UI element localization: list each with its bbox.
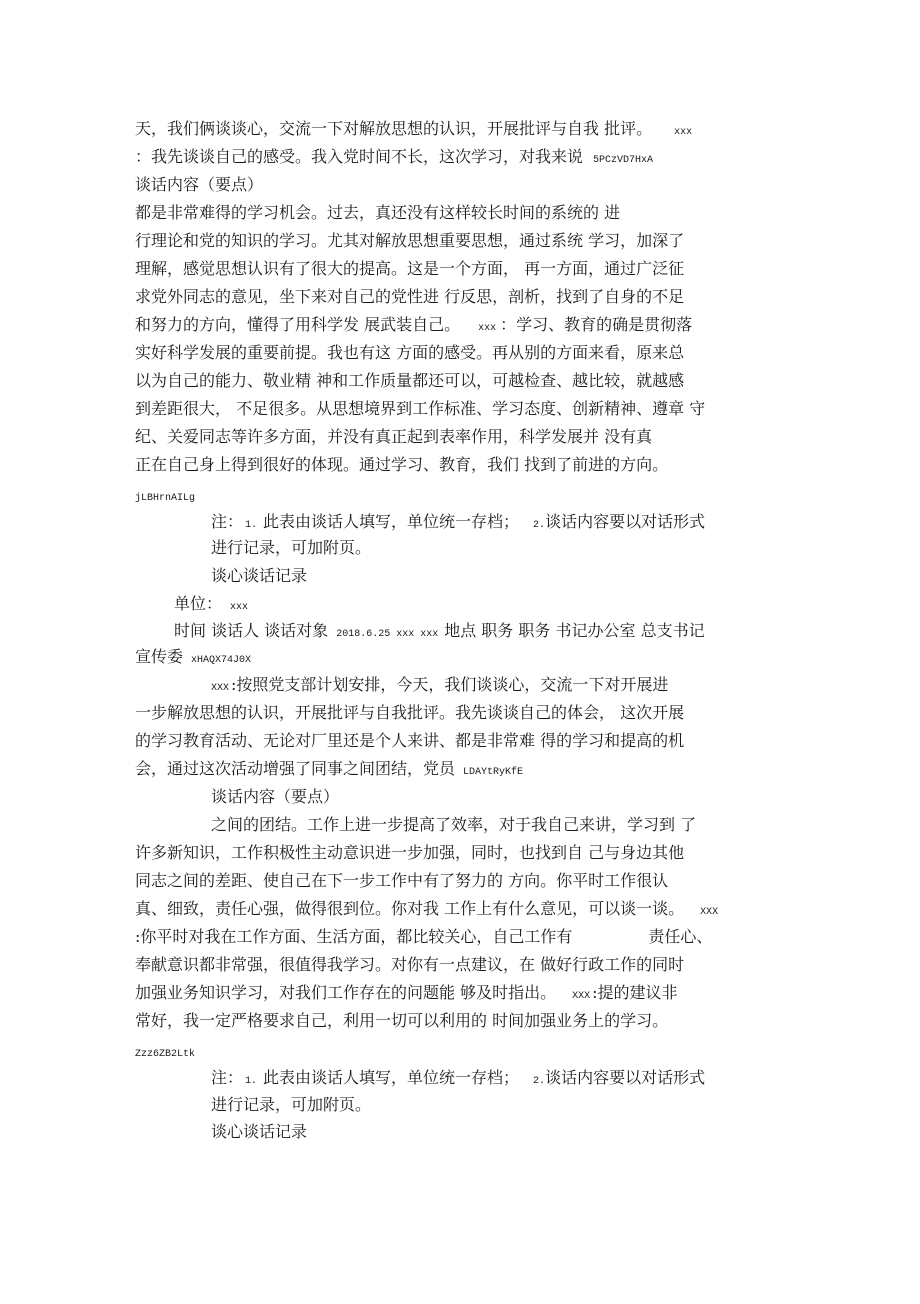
body-line bbox=[135, 314, 692, 340]
speaker-placeholder: XXX bbox=[211, 683, 230, 694]
body-line: 的学习教育活动、无论对厂里还是个人来讲、都是非常难 得的学习和提高的机 bbox=[135, 731, 685, 750]
text-line: 责任心、 bbox=[648, 927, 713, 946]
note-number: 1. bbox=[245, 520, 258, 531]
info-line bbox=[174, 620, 705, 646]
doc-code: jLBHrnAILg bbox=[135, 493, 196, 504]
speaker-placeholder: xxx bbox=[674, 127, 693, 138]
text-line: 天，我们俩谈谈心，交流一下对解放思想的认识，开展批评与自我 批评。 bbox=[135, 119, 653, 138]
note-line: 进行记录，可加附页。 bbox=[211, 538, 372, 557]
body-line bbox=[211, 674, 668, 700]
note-text: 谈话内容要以对话形式 bbox=[545, 1068, 706, 1087]
section-heading: 谈话内容（要点） bbox=[135, 175, 264, 194]
unit-value: xxx bbox=[230, 602, 249, 613]
note-label: 注： bbox=[211, 1068, 244, 1087]
body-line: 正在自己身上得到很好的体现。通过学习、教育，我们 找到了前进的方向。 bbox=[135, 455, 669, 474]
info-text: 宣传委 bbox=[135, 647, 184, 666]
note-text: 此表由谈话人填写，单位统一存档； bbox=[263, 1068, 520, 1087]
note-line bbox=[211, 1067, 705, 1093]
doc-code: 5PCzVD7HxA bbox=[593, 155, 654, 166]
body-line: 一步解放思想的认识，开展批评与自我批评。我先谈谈自己的体会， 这次开展 bbox=[135, 703, 685, 722]
note-text: 此表由谈话人填写，单位统一存档； bbox=[263, 512, 520, 531]
body-line: 实好科学发展的重要前提。我也有这 方面的感受。再从别的方面来看，原来总 bbox=[135, 343, 685, 362]
note-number: 2. bbox=[533, 520, 546, 531]
body-line: 以为自己的能力、敬业精 神和工作质量都还可以，可越检查、越比较，就越感 bbox=[135, 371, 685, 390]
body-line: 到差距很大， 不足很多。从思想境界到工作标准、学习态度、创新精神、遵章 守 bbox=[135, 399, 706, 418]
note-text: 谈话内容要以对话形式 bbox=[545, 512, 706, 531]
info-date: 2018.6.25 xxx xxx bbox=[336, 629, 439, 640]
body-line bbox=[135, 118, 692, 144]
speaker-placeholder: XXX bbox=[572, 991, 591, 1002]
body-line: 行理论和党的知识的学习。尤其对解放思想重要思想，通过系统 学习，加深了 bbox=[135, 231, 685, 250]
record-title: 谈心谈话记录 bbox=[211, 566, 308, 585]
note-label: 注： bbox=[211, 512, 244, 531]
body-line: 之间的团结。工作上进一步提高了效率，对于我自己来讲，学习到 了 bbox=[211, 815, 697, 834]
section-heading: 谈话内容（要点） bbox=[211, 787, 340, 806]
info-labels: 地点 职务 职务 书记办公室 总支书记 bbox=[444, 621, 705, 640]
note-line: 进行记录，可加附页。 bbox=[211, 1095, 372, 1114]
note-number: 1. bbox=[245, 1076, 258, 1087]
text-line: 真、细致，责任心强，做得很到位。你对我 工作上有什么意见，可以谈一谈。 bbox=[135, 899, 685, 918]
body-line bbox=[135, 758, 523, 784]
doc-code: Zzz6ZB2Ltk bbox=[135, 1049, 196, 1060]
body-line: 理解，感觉思想认识有了很大的提高。这是一个方面， 再一方面，通过广泛征 bbox=[135, 259, 685, 278]
text-line: :提的建议非 bbox=[592, 983, 678, 1002]
text-line: :按照党支部计划安排，今天，我们谈谈心，交流一下对开展进 bbox=[231, 675, 669, 694]
speaker-placeholder: xxx bbox=[478, 323, 497, 334]
body-line: 都是非常难得的学习机会。过去，真还没有这样较长时间的系统的 进 bbox=[135, 203, 621, 222]
body-line: 许多新知识，工作积极性主动意识进一步加强，同时，也找到自 己与身边其他 bbox=[135, 843, 685, 862]
unit-line bbox=[174, 593, 248, 619]
note-number: 2. bbox=[533, 1076, 546, 1087]
body-line: 纪、关爱同志等许多方面，并没有真正起到表率作用，科学发展并 没有真 bbox=[135, 427, 653, 446]
body-line bbox=[135, 926, 712, 948]
text-line: ：我先谈谈自己的感受。我入党时间不长，这次学习，对我来说 bbox=[135, 147, 584, 166]
text-line: :你平时对我在工作方面、生活方面，都比较关心，自己工作有 bbox=[135, 927, 573, 946]
speaker-placeholder: XXX bbox=[700, 907, 719, 918]
body-line bbox=[135, 146, 653, 172]
body-line: 常好，我一定严格要求自己，利用一切可以利用的 时间加强业务上的学习。 bbox=[135, 1011, 669, 1030]
info-labels: 时间 谈话人 谈话对象 bbox=[174, 621, 329, 640]
body-line: 奉献意识都非常强，很值得我学习。对你有一点建议，在 做好行政工作的同时 bbox=[135, 955, 685, 974]
text-line: ：学习、教育的确是贯彻落 bbox=[500, 315, 693, 334]
body-line bbox=[135, 982, 678, 1008]
body-line: 求党外同志的意见，坐下来对自己的党性进 行反思，剖析，找到了自身的不足 bbox=[135, 287, 685, 306]
body-line: 同志之间的差距、使自己在下一步工作中有了努力的 方向。你平时工作很认 bbox=[135, 871, 669, 890]
text-line: 和努力的方向，懂得了用科学发 展武装自己。 bbox=[135, 315, 461, 334]
record-title: 谈心谈话记录 bbox=[211, 1122, 308, 1141]
doc-code: xHAQX74J0X bbox=[191, 655, 252, 666]
doc-code: LDAYtRyKfE bbox=[463, 767, 524, 778]
info-line bbox=[135, 646, 251, 672]
text-line: 会，通过这次活动增强了同事之间团结，党员 bbox=[135, 759, 456, 778]
body-line bbox=[135, 898, 718, 924]
unit-label: 单位： bbox=[174, 594, 223, 613]
note-line bbox=[211, 511, 705, 537]
text-line: 加强业务知识学习，对我们工作存在的问题能 够及时指出。 bbox=[135, 983, 557, 1002]
